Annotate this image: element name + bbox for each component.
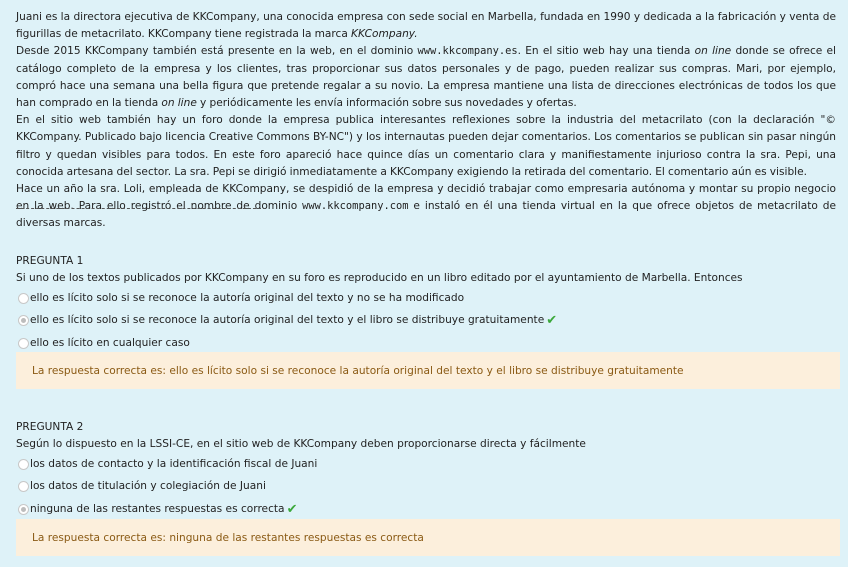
correct-answer-feedback: La respuesta correcta es: ninguna de las restantes respuestas es correcta xyxy=(16,519,840,556)
question-title: PREGUNTA 2 xyxy=(16,421,84,433)
radio-button[interactable] xyxy=(18,481,29,492)
radio-button[interactable] xyxy=(18,338,29,349)
answer-option[interactable] xyxy=(16,310,743,333)
answer-option[interactable] xyxy=(16,498,586,521)
separator-line xyxy=(16,208,261,209)
online-term: on line xyxy=(161,97,197,110)
case-text: y periódicamente les envía información sobre sus novedades y ofertas. xyxy=(196,97,577,110)
brand-name: KKCompany. xyxy=(351,28,418,41)
answer-label: ello es lícito en cualquier caso xyxy=(30,336,190,349)
case-paragraph-3: En el sitio web también hay un foro donde la empresa publica interesantes reflexiones sobre la industria del metacrilato (con la declaración "© KKCompany. Publicado bajo licencia Creative Commons BY-NC") y los internautas pueden dejar comentarios. Los comentarios se publican sin pasar ningún filtro y quedan visibles para todos. En este foro apareció hace quince días un comentario clara y manifiestamente injurioso contra la sra. Pepi, una conocida artesana del sector. La sra. Pepi se dirigió inmediatamente a KKCompany exigiendo la retirada del comentario. El comentario aún es visible. xyxy=(16,114,836,178)
domain-name: www.kkcompany.com xyxy=(302,200,409,213)
answer-option[interactable] xyxy=(16,453,586,476)
check-icon: ✔ xyxy=(546,313,558,329)
case-text: Juani es la directora ejecutiva de KKCompany, una conocida empresa con sede social en Marbella, fundada en 1990 y dedicada a la fabricación y venta de figurillas de metacrilato. KKCompany tiene registrada la marca xyxy=(16,11,836,41)
case-paragraph-2 xyxy=(16,43,836,112)
check-icon: ✔ xyxy=(286,501,298,517)
case-statement xyxy=(16,9,836,233)
radio-button[interactable] xyxy=(18,293,29,304)
case-paragraph-1 xyxy=(16,9,836,43)
case-text: donde se ofrece el catálogo completo de la empresa y los clientes, tras proporcionar sus datos personales y de pago, pueden realizar sus compras. Mari, por ejemplo, compró hace una semana una bella figura que pretende regalar a su novio. La empresa mantiene una lista de direcciones electrónicas de todos los que han comprado en la tienda xyxy=(16,45,837,110)
case-text: . En el sitio web hay una tienda xyxy=(517,45,695,58)
answer-option[interactable] xyxy=(16,287,743,310)
online-term: on line xyxy=(694,45,732,58)
answer-label: ello es lícito solo si se reconoce la autoría original del texto y el libro se distribuye gratuitamente xyxy=(30,314,545,327)
answer-label: los datos de titulación y colegiación de Juani xyxy=(30,480,266,493)
radio-button-selected[interactable] xyxy=(18,315,29,326)
question-2 xyxy=(16,419,586,521)
radio-button[interactable] xyxy=(18,459,29,470)
question-text: Si uno de los textos publicados por KKCompany en su foro es reproducido en un libro editado por el ayuntamiento de Marbella. Entonces xyxy=(16,272,743,284)
answer-option[interactable] xyxy=(16,476,586,499)
case-text: Hace un año la sra. Loli, empleada de KKCompany, se despidió de la empresa y decidió trabajar como empresaria autónoma y montar su propio negocio en la web. Para ello registró el nombre de dominio xyxy=(16,183,836,213)
case-text: Desde 2015 KKCompany también está presente en la web, en el dominio xyxy=(16,45,418,58)
question-text: Según lo dispuesto en la LSSI-CE, en el sitio web de KKCompany deben proporcionarse directa y fácilmente xyxy=(16,438,586,450)
answer-label: ninguna de las restantes respuestas es correcta xyxy=(30,502,285,515)
case-paragraph-4 xyxy=(16,181,836,233)
question-1 xyxy=(16,253,743,355)
answer-label: ello es lícito solo si se reconoce la autoría original del texto y no se ha modificado xyxy=(30,291,465,304)
domain-name: www.kkcompany.es xyxy=(417,45,518,58)
question-title: PREGUNTA 1 xyxy=(16,255,84,267)
correct-answer-feedback: La respuesta correcta es: ello es lícito solo si se reconoce la autoría original del texto y el libro se distribuye gratuitamente xyxy=(16,352,840,389)
radio-button-selected[interactable] xyxy=(18,504,29,515)
case-text: e instaló en él una tienda virtual en la que ofrece objetos de metacrilato de diversas marcas. xyxy=(16,200,837,230)
answer-label: los datos de contacto y la identificación fiscal de Juani xyxy=(30,457,318,470)
